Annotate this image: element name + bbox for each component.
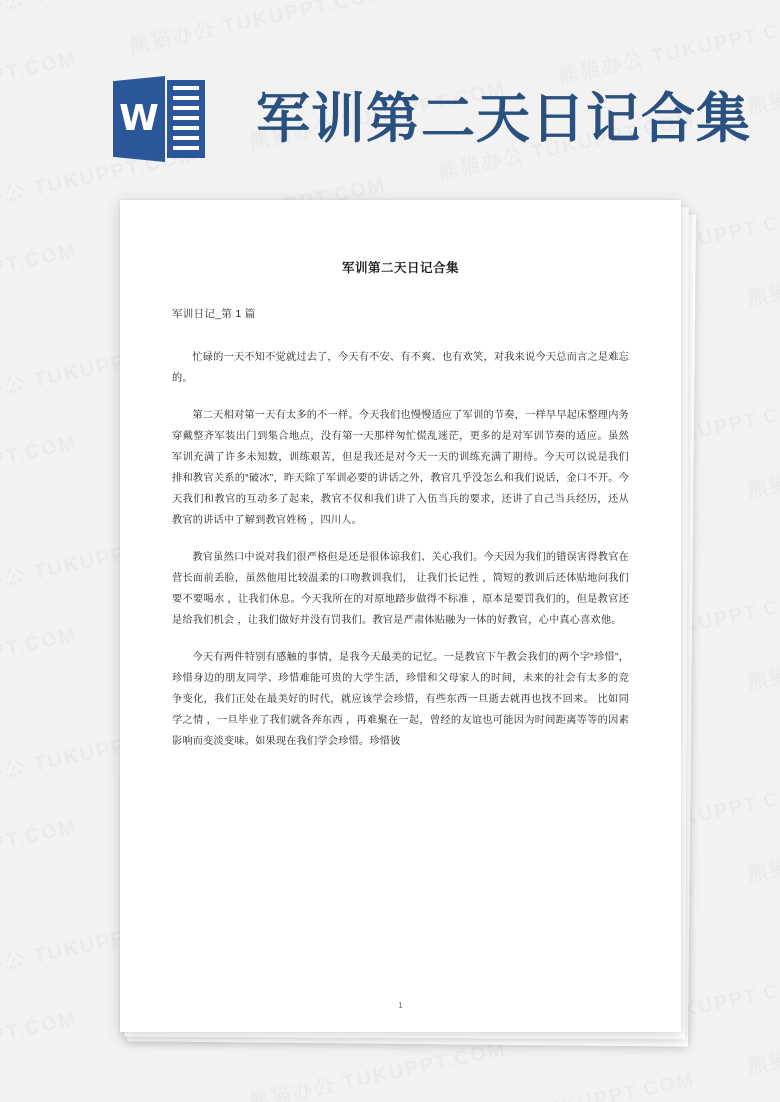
page-title: 军训第二天日记合集 — [256, 86, 751, 150]
page-header — [0, 0, 780, 200]
body-paragraph: 今天有两件特别有感触的事情，是我今天最美的记忆。一是教官下午教会我们的两个字“珍惜”，珍惜身边的朋友同学、珍惜难能可贵的大学生活，珍惜和父母家人的时间，未来的社会有太多的竞争变化，我们正处在最美好的时代，就应该学会珍惜，有些东西一旦逝去就再也找不回来。 比如同学之情 ，一旦毕业了我们就各奔东西 ，再难聚在一起，曾经的友谊也可能因为时间距离等等的因素影响而变淡变味。如果现在我们学会珍惜。珍惜彼 — [172, 652, 629, 748]
page-number: 1 — [398, 1001, 403, 1010]
document-page-front[interactable] — [120, 200, 681, 1032]
microsoft-word-icon — [113, 76, 205, 162]
body-paragraph: 忙碌的一天不知不觉就过去了，今天有不安、有不爽、也有欢笑，对我来说今天总而言之是难忘的。 — [172, 352, 629, 385]
document-subheading: 军训日记_第 1 篇 — [172, 308, 256, 320]
body-paragraph: 第二天相对第一天有太多的不一样。今天我们也慢慢适应了军训的节奏，一样早早起床整理内务穿戴整齐军装出门到集合地点，没有第一天那样匆忙慌乱迷茫，更多的是对军训节奏的适应。虽然军训充满了许多未知数，训练艰苦，但是我还是对今天一天的训练充满了期待。今天可以说是我们排和教官关系的“破冰”，昨天除了军训必要的讲话之外，教官几乎没怎么和我们说话，金口不开。今天我们和教官的互动多了起来，教官不仅和我们讲了入伍当兵的要求，还讲了自己当兵经历，还从教官的讲话中了解到教官姓杨 ，四川人。 — [172, 410, 629, 527]
document-content — [120, 200, 681, 1032]
body-paragraph: 教官虽然口中说对我们很严格但是还是很体谅我们、关心我们。今天因为我们的错误害得教官在营长面前丢脸，虽然他用比较温柔的口吻教训我们， 让我们长记性 ，简短的教训后还体贴地问我们要不要喝水 ，让我们休息。今天我所在的对原地踏步做得不标准 ，原本是要罚我们的，但是教官还是给我们机会 ，让我们做好并没有罚我们。教官是严肃体贴融为一体的好教官，心中真心喜欢他。 — [172, 552, 629, 627]
word-logo-document-icon — [167, 80, 205, 158]
word-logo-letter: W — [119, 98, 159, 139]
document-heading: 军训第二天日记合集 — [341, 261, 459, 275]
